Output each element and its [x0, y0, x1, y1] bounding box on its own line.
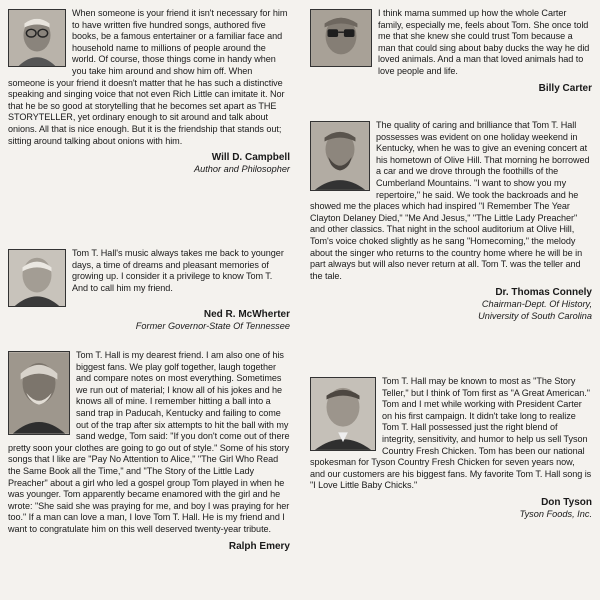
- author-role: Former Governor-State Of Tennessee: [135, 321, 290, 331]
- author-name: Ralph Emery: [228, 540, 290, 552]
- testimonial-tyson: [310, 376, 592, 556]
- testimonial-text: I think mama summed up how the whole Carter family, especially me, feels about Tom. She once told me that she knew she could trust Tom because a man that could sing about baby ducks the way he did loved animals. And a man that loved animals had to love people and life.: [378, 8, 590, 76]
- testimonial-text: When someone is your friend it isn't necessary for him to have written five hundred songs, authored five books, be a famous entertainer or a familiar face and household name to millions of people around the world. Of course, those things come in handy when you take him around and show him off. When someone is your friend it doesn't matter that he has such a distinctive speaking and singing voice that not even Rich Little can imitate it. Nor that he be so good at storytelling that he becomes set apart as THE STORYTELLER, yet ordinary enough to sit around and talk about onions. All that is nice enough. But it is the friendship that stands out; sitting around talking about onions with him.: [8, 8, 288, 146]
- author-role: University of South Carolina: [478, 310, 592, 321]
- author-role: Tyson Foods, Inc.: [519, 508, 592, 519]
- author-name: Dr. Thomas Connely: [495, 287, 592, 299]
- portrait-photo-campbell: [8, 9, 66, 67]
- author-role: Author and Philosopher: [193, 164, 290, 175]
- right-column: [310, 8, 592, 556]
- testimonial-text: Tom T. Hall's music always takes me back to younger days, a time of dreams and pleasant memories of growing up. I consider it a privilege to know Tom T. And to call him my friend.: [72, 248, 284, 293]
- testimonial-campbell: [8, 8, 290, 238]
- testimonial-connely: [310, 120, 592, 376]
- testimonial-mcwherter: [8, 248, 290, 340]
- author-name: Will D. Campbell: [211, 152, 290, 164]
- author-name: Don Tyson: [541, 496, 592, 508]
- testimonial-text: Tom T. Hall is my dearest friend. I am also one of his biggest fans. We play golf together, laugh together and compare notes on most everything. Sometimes we run out of material; I know all of his jokes and he knows all of mine. I remember hitting a ball into a sand trap in Paducah, Kentucky and failing to come out of the trap after six attempts to hit the ball with my sand wedge, Tom said: "If you don't come out of there pretty soon your clothes are going to go out of style." Some of his story songs that I like are "Pay No Attention to Alice," "The Girl Who Read the Same Book all the Time," and "The Story of the Little Lady Preacher" about a girl who led a gospel group Tom played in when he was younger. Tom apparently became enamored with the girl and he wrote: "She said she was praying for me, and boy I was praying for her too." If a man can love a man, I love Tom T. Hall. He is my friend and I want to congratulate him on this well deserved twenty-year tribute.: [8, 350, 290, 534]
- left-column: [8, 8, 290, 600]
- author-role: Chairman-Dept. Of History,: [481, 299, 592, 310]
- testimonial-text: Tom T. Hall may be known to most as "The Story Teller," but I think of Tom first as "A Great American." Tom and I met while working with President Carter on his first campaign. It didn't take long to realize Tom T. Hall possessed just the right blend of integrity, sensitivity, and humor to help us sell Tyson Country Fresh Chicken. Tom has been our national spokesman for Tyson Country Fresh Chicken for seven years now, and our customers are his biggest fans. My favorite Tom T. Hall song is "I Love Little Baby Chicks.": [310, 376, 592, 491]
- portrait-photo-carter: [310, 9, 372, 67]
- testimonial-carter: [310, 8, 592, 120]
- portrait-photo-mcwherter: [8, 249, 66, 307]
- author-name: Billy Carter: [538, 82, 592, 94]
- portrait-photo-tyson: [310, 377, 376, 451]
- author-name: Ned R. McWherter: [203, 309, 290, 320]
- testimonial-emery: [8, 350, 290, 600]
- portrait-photo-emery: [8, 351, 70, 435]
- portrait-photo-connely: [310, 121, 370, 191]
- testimonial-text: The quality of caring and brilliance that Tom T. Hall possesses was evident on one holiday weekend in Kentucky, when he was to give an evening concert at his hometown of Olive Hill. That morning he borrowed a car and we drove through the foothills of the Cumberland Mountains. "I want to show you my repertoire," he said. We took the backroads and he showed me the places which had inspired "I Remember The Year Clayton Delaney Died," "Me And Jesus," "The Little Lady Preacher" and other classics. That night in the school auditorium at Olive Hill, Tom's voice choked slightly as he sang "Homecoming," the melody about the singer who returns to the country home where he will be in part always but will also never return at all. Tom T. was the teller and the tale.: [310, 120, 590, 281]
